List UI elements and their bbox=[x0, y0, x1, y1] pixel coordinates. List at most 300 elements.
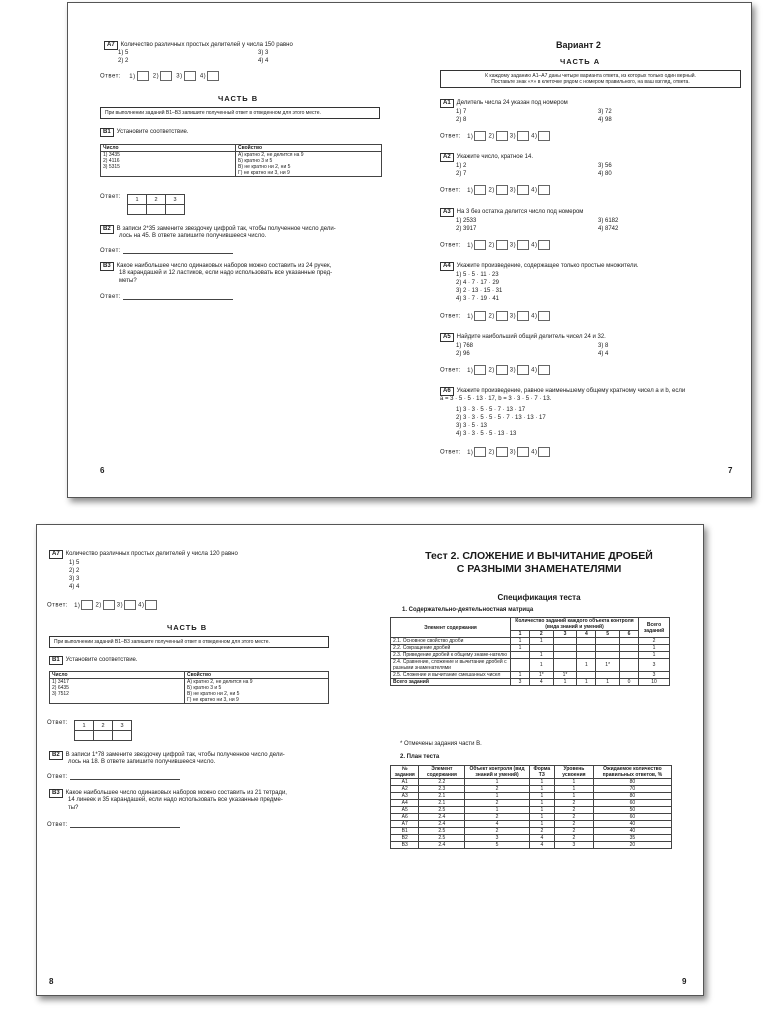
b3-answer-row: Ответ: bbox=[47, 821, 180, 828]
answer-box[interactable] bbox=[474, 447, 486, 457]
plan-cell: 60 bbox=[593, 800, 671, 807]
matrix-cell: 4 bbox=[529, 679, 553, 686]
plan-cell: 2.5 bbox=[419, 807, 465, 814]
option-4: 4) 3 · 3 · 5 · 5 · 13 · 13 bbox=[456, 431, 517, 437]
task-tag: A2 bbox=[440, 153, 454, 162]
task-b1 bbox=[100, 128, 189, 137]
answer-box[interactable] bbox=[496, 185, 508, 195]
plan-cell: 2 bbox=[555, 821, 594, 828]
matrix-total: 3 bbox=[639, 672, 670, 679]
matrix-row bbox=[391, 638, 670, 645]
page-6 bbox=[68, 3, 408, 497]
column-header: Элемент содержания bbox=[419, 766, 465, 779]
plan-cell: 70 bbox=[593, 786, 671, 793]
option-1: 1) 2533 bbox=[456, 218, 477, 224]
footnote: * Отмечены задания части В. bbox=[400, 741, 482, 747]
task-question: Делитель числа 24 указан под номером bbox=[456, 100, 568, 106]
task-tag: A7 bbox=[104, 41, 118, 50]
b1-answer-row: Ответ: 1 2 3 bbox=[47, 720, 132, 741]
plan-cell: 2.3 bbox=[419, 786, 465, 793]
book-spread-pages-6-7 bbox=[67, 2, 752, 498]
plan-cell: В2 bbox=[391, 835, 419, 842]
task-question-cont: лось на 18. В ответе запишите получившееся число. bbox=[68, 759, 216, 765]
matrix-total: 3 bbox=[639, 659, 670, 672]
answer-line[interactable] bbox=[123, 293, 233, 300]
matrix-col-number: 4 bbox=[577, 631, 596, 638]
plan-cell: 1 bbox=[529, 793, 554, 800]
spec-title: Спецификация теста bbox=[497, 593, 581, 602]
answer-box[interactable] bbox=[517, 240, 529, 250]
instruction-note: При выполнении заданий В1–В3 запишите полученный ответ в отведенном для этого месте. bbox=[100, 107, 380, 119]
plan-cell: 4 bbox=[465, 821, 529, 828]
task-tag: A5 bbox=[440, 333, 454, 342]
task-question: Найдите наибольший общий делитель чисел 24 и 32. bbox=[456, 334, 606, 340]
option-2: 2) 2 bbox=[118, 58, 129, 64]
task-a6 bbox=[440, 387, 685, 396]
task-tag: A1 bbox=[440, 99, 454, 108]
option-1: 1) 5 bbox=[69, 560, 80, 566]
matrix-element-name: 2.1. Основное свойство дроби bbox=[391, 638, 511, 645]
matrix-cell bbox=[511, 659, 530, 672]
page-9 bbox=[382, 525, 703, 995]
task-question: Укажите число, кратное 14. bbox=[456, 154, 533, 160]
plan-cell: 2.5 bbox=[419, 828, 465, 835]
task-tag: A7 bbox=[49, 550, 63, 559]
matrix-cell bbox=[596, 652, 620, 659]
option-3: 3) 8 bbox=[598, 343, 609, 349]
matrix-cell bbox=[553, 659, 577, 672]
column-header: Ожидаемое количество правильных ответов, % bbox=[593, 766, 671, 779]
plan-cell: А6 bbox=[391, 814, 419, 821]
task-question: В записи 1*78 замените звездочку цифрой так, чтобы полученное число дели- bbox=[65, 752, 285, 758]
task-question: На 3 без остатка делится число под номером bbox=[456, 209, 584, 215]
column-header: Элемент содержания bbox=[391, 618, 511, 638]
matrix-cell bbox=[577, 672, 596, 679]
option-2: 2) 8 bbox=[456, 117, 467, 123]
matrix-cell: 1 bbox=[529, 638, 553, 645]
plan-cell: 1 bbox=[555, 786, 594, 793]
task-question-cont: 14 линеек и 35 карандашей, если надо использовать все указанные предме- bbox=[68, 797, 283, 803]
part-title: ЧАСТЬ B bbox=[167, 623, 208, 632]
test-title: Тест 2. СЛОЖЕНИЕ И ВЫЧИТАНИЕ ДРОБЕЙ С РАЗНЫМИ ЗНАМЕНАТЕЛЯМИ bbox=[425, 550, 653, 575]
plan-cell: 60 bbox=[593, 814, 671, 821]
option-4: 4) 98 bbox=[598, 117, 612, 123]
plan-cell: 5 bbox=[465, 842, 529, 849]
section-heading: 1. Содержательно-деятельностная матрица bbox=[402, 607, 534, 613]
numbers-cell: 1) 3417 2) 6435 3) 7512 bbox=[50, 679, 185, 704]
matrix-cell: 1 bbox=[577, 679, 596, 686]
column-header: Форма ТЗ bbox=[529, 766, 554, 779]
task-tag: B2 bbox=[100, 225, 114, 234]
task-a4 bbox=[440, 262, 639, 271]
column-header: Число bbox=[50, 672, 185, 679]
plan-cell: 2 bbox=[555, 800, 594, 807]
option-2: 2) 3917 bbox=[456, 226, 477, 232]
b1-answer-row bbox=[100, 194, 185, 215]
option-3: 3) 72 bbox=[598, 109, 612, 115]
option-4: 4) 4 bbox=[598, 351, 609, 357]
option-1: 1) 3 · 3 · 5 · 5 · 7 · 13 · 17 bbox=[456, 407, 526, 413]
plan-cell: 2.4 bbox=[419, 814, 465, 821]
part-title: ЧАСТЬ А bbox=[560, 57, 601, 66]
answer-row: Ответ: 1) 2) 3) 4) bbox=[440, 240, 552, 250]
plan-cell: 1 bbox=[555, 793, 594, 800]
answer-box[interactable] bbox=[496, 311, 508, 321]
answer-box[interactable] bbox=[103, 600, 115, 610]
matrix-cell: 1 bbox=[529, 659, 553, 672]
instruction-note: При выполнении заданий В1–В3 запишите полученный ответ в отведенном для этого месте. bbox=[49, 636, 329, 648]
instruction-note: К каждому заданию А1–А7 даны четыре варианта ответа, из которых только один верный. Поставьте знак «×» в клеточке рядом с номером правильного, на ваш взгляд, ответа. bbox=[440, 70, 741, 88]
task-tag: B3 bbox=[49, 789, 63, 798]
task-a2 bbox=[440, 153, 533, 162]
matrix-cell bbox=[577, 645, 596, 652]
answer-box[interactable] bbox=[496, 131, 508, 141]
plan-row bbox=[391, 800, 672, 807]
answer-box[interactable] bbox=[517, 447, 529, 457]
matrix-col-number: 3 bbox=[553, 631, 577, 638]
answer-row: Ответ: 1) 2) 3) 4) bbox=[440, 311, 552, 321]
matrix-cell bbox=[553, 638, 577, 645]
option-2: 2) 4 · 7 · 17 · 29 bbox=[456, 280, 500, 286]
task-question-cont: a = 3 · 5 · 5 · 13 · 17, b = 3 · 3 · 5 · 7 · 13. bbox=[440, 396, 552, 402]
match-table bbox=[100, 144, 382, 177]
page-number: 6 bbox=[100, 466, 105, 475]
plan-cell: 1 bbox=[529, 807, 554, 814]
option-1: 1) 5 · 5 · 11 · 23 bbox=[456, 272, 499, 278]
matrix-col-number: 6 bbox=[620, 631, 639, 638]
task-question: Установите соответствие. bbox=[116, 129, 189, 135]
task-question-cont: 18 карандашей и 12 ластиков, если надо использовать все указанные пред- bbox=[119, 270, 333, 276]
matrix-cell bbox=[620, 652, 639, 659]
task-tag: B3 bbox=[100, 262, 114, 271]
plan-cell: 4 bbox=[529, 835, 554, 842]
plan-row bbox=[391, 835, 672, 842]
plan-cell: А1 bbox=[391, 779, 419, 786]
plan-cell: 1 bbox=[555, 779, 594, 786]
task-question: Количество различных простых делителей у числа 150 равно bbox=[120, 42, 293, 48]
matrix-element-name: 2.5. Сложение и вычитание смешанных чисел bbox=[391, 672, 511, 679]
option-2: 2) 3 · 3 · 5 · 5 · 5 · 7 · 13 · 13 · 17 bbox=[456, 415, 546, 421]
matrix-col-number: 2 bbox=[529, 631, 553, 638]
matrix-cell: 1 bbox=[577, 659, 596, 672]
plan-cell: 1 bbox=[529, 814, 554, 821]
answer-box[interactable] bbox=[124, 600, 136, 610]
matrix-cell bbox=[620, 672, 639, 679]
matrix-element-name: Всего заданий bbox=[391, 679, 511, 686]
option-1: 1) 5 bbox=[118, 50, 129, 56]
page-7 bbox=[428, 3, 751, 497]
plan-cell: 40 bbox=[593, 828, 671, 835]
plan-cell: В3 bbox=[391, 842, 419, 849]
task-a7 bbox=[104, 41, 293, 50]
matrix-cell bbox=[577, 652, 596, 659]
option-3: 3) 3 bbox=[258, 50, 269, 56]
answer-box[interactable] bbox=[538, 185, 550, 195]
task-question-cont: лось на 45. В ответе запишите получившееся число. bbox=[119, 233, 267, 239]
task-question: Какое наибольшее число одинаковых наборов можно составить из 24 ручек, bbox=[116, 263, 332, 269]
answer-box[interactable] bbox=[538, 365, 550, 375]
matrix-cell: 1* bbox=[529, 672, 553, 679]
task-question: Укажите произведение, равное наименьшему общему кратному чисел a и b, если bbox=[456, 388, 686, 394]
task-question-cont: ты? bbox=[68, 805, 79, 811]
matrix-cell: 1 bbox=[511, 645, 530, 652]
matrix-total: 1 bbox=[639, 645, 670, 652]
answer-grid[interactable]: 1 2 3 bbox=[74, 720, 132, 741]
answer-box[interactable] bbox=[517, 365, 529, 375]
answer-box[interactable] bbox=[474, 365, 486, 375]
matrix-cell: 3 bbox=[511, 679, 530, 686]
plan-cell: 2 bbox=[465, 814, 529, 821]
plan-cell: 1 bbox=[465, 793, 529, 800]
column-header: Свойство bbox=[185, 672, 329, 679]
properties-cell: А) кратно 2, не делится на 9 Б) кратно 3 и 5 В) не кратно ни 2, ни 5 Г) не кратно ни 3, ни 9 bbox=[185, 679, 329, 704]
plan-cell: 2 bbox=[555, 814, 594, 821]
matrix-cell: 1* bbox=[596, 659, 620, 672]
matrix-total: 2 bbox=[639, 638, 670, 645]
option-4: 4) 3 · 7 · 19 · 41 bbox=[456, 296, 500, 302]
task-question: Какое наибольшее число одинаковых наборов можно составить из 21 тетради, bbox=[65, 790, 287, 796]
plan-cell: А4 bbox=[391, 800, 419, 807]
plan-cell: 2.1 bbox=[419, 800, 465, 807]
plan-row bbox=[391, 814, 672, 821]
matrix-col-number: 5 bbox=[596, 631, 620, 638]
answer-box[interactable] bbox=[538, 131, 550, 141]
plan-cell: 1 bbox=[465, 779, 529, 786]
answer-line[interactable] bbox=[123, 247, 233, 254]
plan-cell: А7 bbox=[391, 821, 419, 828]
matrix-cell bbox=[620, 659, 639, 672]
plan-cell: 50 bbox=[593, 807, 671, 814]
answer-box[interactable] bbox=[538, 240, 550, 250]
option-1: 1) 2 bbox=[456, 163, 467, 169]
plan-cell: 2 bbox=[555, 828, 594, 835]
answer-row: Ответ: 1) 2) 3) 4) bbox=[440, 131, 552, 141]
matrix-cell: 1 bbox=[511, 672, 530, 679]
answer-row: Ответ: 1) 2) 3) 4) bbox=[440, 185, 552, 195]
plan-cell: 80 bbox=[593, 779, 671, 786]
plan-cell: 2 bbox=[555, 807, 594, 814]
book-spread-pages-8-9 bbox=[36, 524, 704, 996]
matrix-cell bbox=[596, 645, 620, 652]
plan-cell: 35 bbox=[593, 835, 671, 842]
plan-cell: А5 bbox=[391, 807, 419, 814]
task-tag: B1 bbox=[100, 128, 114, 137]
plan-cell: 20 bbox=[593, 842, 671, 849]
task-question-cont: меты? bbox=[119, 278, 137, 284]
matrix-cell: 1 bbox=[596, 679, 620, 686]
plan-cell: 2.5 bbox=[419, 835, 465, 842]
plan-cell: 2.1 bbox=[419, 793, 465, 800]
plan-cell: 1 bbox=[465, 807, 529, 814]
plan-cell: 2.4 bbox=[419, 821, 465, 828]
answer-box[interactable] bbox=[517, 185, 529, 195]
answer-box[interactable] bbox=[160, 71, 172, 81]
b3-answer-row: Ответ: bbox=[100, 293, 233, 300]
option-3: 3) 56 bbox=[598, 163, 612, 169]
task-tag: A4 bbox=[440, 262, 454, 271]
answer-box[interactable] bbox=[137, 71, 149, 81]
answer-box[interactable] bbox=[474, 185, 486, 195]
answer-box[interactable] bbox=[517, 131, 529, 141]
option-3: 3) 6182 bbox=[598, 218, 619, 224]
plan-row bbox=[391, 807, 672, 814]
part-title: ЧАСТЬ B bbox=[218, 94, 259, 103]
column-header: Уровень усвоения bbox=[555, 766, 594, 779]
matrix-element-name: 2.3. Приведение дробей к общему знаме-нателю bbox=[391, 652, 511, 659]
answer-line[interactable] bbox=[70, 773, 180, 780]
task-a3 bbox=[440, 208, 583, 217]
answer-box[interactable] bbox=[517, 311, 529, 321]
plan-row bbox=[391, 821, 672, 828]
plan-cell: 1 bbox=[529, 821, 554, 828]
matrix-row bbox=[391, 645, 670, 652]
matrix-cell bbox=[577, 638, 596, 645]
plan-cell: 2.2 bbox=[419, 779, 465, 786]
answer-grid[interactable]: 1 2 3 bbox=[127, 194, 185, 215]
variant-title: Вариант 2 bbox=[556, 40, 601, 50]
answer-box[interactable] bbox=[474, 131, 486, 141]
matrix-cell bbox=[596, 672, 620, 679]
answer-row: Ответ: 1) 2) 3) 4) bbox=[47, 600, 159, 610]
answer-line[interactable] bbox=[70, 821, 180, 828]
option-4: 4) 8742 bbox=[598, 226, 619, 232]
task-question: Количество различных простых делителей у числа 120 равно bbox=[65, 551, 238, 557]
column-header: Свойство bbox=[236, 145, 382, 152]
task-question: Установите соответствие. bbox=[65, 657, 138, 663]
matrix-total: 1 bbox=[639, 652, 670, 659]
column-header: Объект контроля (вид знаний и умений) bbox=[465, 766, 529, 779]
plan-cell: 80 bbox=[593, 793, 671, 800]
task-a7 bbox=[49, 550, 238, 559]
matrix-cell bbox=[553, 652, 577, 659]
answer-row: Ответ: 1) 2) 3) 4) bbox=[440, 447, 552, 457]
plan-cell: 2 bbox=[465, 786, 529, 793]
option-3: 3) 2 · 13 · 15 · 31 bbox=[456, 288, 503, 294]
plan-cell: 2 bbox=[529, 828, 554, 835]
plan-cell: 4 bbox=[529, 842, 554, 849]
matrix-cell bbox=[620, 645, 639, 652]
matrix-row bbox=[391, 679, 670, 686]
task-question: В записи 2*35 замените звездочку цифрой так, чтобы полученное число дели- bbox=[116, 226, 336, 232]
plan-cell: А2 bbox=[391, 786, 419, 793]
answer-box[interactable] bbox=[474, 240, 486, 250]
matrix-cell: 1 bbox=[553, 679, 577, 686]
test-plan-table bbox=[390, 765, 672, 849]
answer-label: Ответ: bbox=[100, 73, 122, 80]
answer-box[interactable] bbox=[81, 600, 93, 610]
plan-row bbox=[391, 842, 672, 849]
matrix-cell: 1 bbox=[511, 638, 530, 645]
answer-box[interactable] bbox=[184, 71, 196, 81]
option-4: 4) 4 bbox=[258, 58, 269, 64]
plan-row bbox=[391, 828, 672, 835]
plan-cell: В1 bbox=[391, 828, 419, 835]
matrix-cell bbox=[529, 645, 553, 652]
plan-cell: 2 bbox=[465, 828, 529, 835]
numbers-cell: 1) 3435 2) 4116 3) 5315 bbox=[101, 152, 236, 177]
matrix-total: 10 bbox=[639, 679, 670, 686]
answer-box[interactable] bbox=[538, 311, 550, 321]
page-number: 8 bbox=[49, 977, 54, 986]
column-header: Всего заданий bbox=[639, 618, 670, 638]
task-b1 bbox=[49, 656, 138, 665]
answer-box[interactable] bbox=[496, 447, 508, 457]
option-2: 2) 2 bbox=[69, 568, 80, 574]
plan-cell: 1 bbox=[529, 800, 554, 807]
column-header: № задания bbox=[391, 766, 419, 779]
plan-row bbox=[391, 786, 672, 793]
column-header: Количество заданий каждого объекта контроля (вида знаний и умений) bbox=[511, 618, 639, 631]
matrix-cell bbox=[596, 638, 620, 645]
matrix-cell bbox=[511, 652, 530, 659]
matrix-row bbox=[391, 659, 670, 672]
matrix-row bbox=[391, 652, 670, 659]
plan-cell: 2 bbox=[465, 800, 529, 807]
page-number: 9 bbox=[682, 977, 687, 986]
matrix-cell: 0 bbox=[620, 679, 639, 686]
task-a1 bbox=[440, 99, 568, 108]
b2-answer-row: Ответ: bbox=[47, 773, 180, 780]
page-8 bbox=[37, 525, 367, 995]
task-tag: A6 bbox=[440, 387, 454, 396]
answer-box[interactable] bbox=[145, 600, 157, 610]
matrix-cell bbox=[553, 645, 577, 652]
task-a5 bbox=[440, 333, 606, 342]
option-4: 4) 4 bbox=[69, 584, 80, 590]
plan-cell: 2 bbox=[555, 835, 594, 842]
answer-box[interactable] bbox=[496, 240, 508, 250]
task-tag: B1 bbox=[49, 656, 63, 665]
b2-answer-row: Ответ: bbox=[100, 247, 233, 254]
task-question: Укажите произведение, содержащее только простые множители. bbox=[456, 263, 639, 269]
matrix-element-name: 2.2. Сокращение дробей bbox=[391, 645, 511, 652]
plan-cell: 3 bbox=[555, 842, 594, 849]
matrix-row bbox=[391, 672, 670, 679]
plan-cell: А3 bbox=[391, 793, 419, 800]
answer-box[interactable] bbox=[474, 311, 486, 321]
plan-row bbox=[391, 779, 672, 786]
task-tag: A3 bbox=[440, 208, 454, 217]
column-header: Число bbox=[101, 145, 236, 152]
plan-cell: 3 bbox=[465, 835, 529, 842]
option-1: 1) 768 bbox=[456, 343, 474, 349]
section-heading: 2. План теста bbox=[400, 754, 440, 760]
option-2: 2) 96 bbox=[456, 351, 470, 357]
answer-row: Ответ: 1) 2) 3) 4) bbox=[100, 71, 221, 81]
plan-cell: 1 bbox=[529, 786, 554, 793]
plan-cell: 1 bbox=[529, 779, 554, 786]
matrix-col-number: 1 bbox=[511, 631, 530, 638]
matrix-cell bbox=[620, 638, 639, 645]
option-4: 4) 80 bbox=[598, 171, 612, 177]
option-1: 1) 7 bbox=[456, 109, 467, 115]
answer-row: Ответ: 1) 2) 3) 4) bbox=[440, 365, 552, 375]
content-matrix-table bbox=[390, 617, 670, 686]
matrix-element-name: 2.4. Сравнение, сложение и вычитание дробей с разными знаменателями bbox=[391, 659, 511, 672]
plan-row bbox=[391, 793, 672, 800]
option-3: 3) 3 · 5 · 13 bbox=[456, 423, 488, 429]
plan-cell: 2.4 bbox=[419, 842, 465, 849]
answer-box[interactable] bbox=[207, 71, 219, 81]
answer-box[interactable] bbox=[496, 365, 508, 375]
plan-cell: 40 bbox=[593, 821, 671, 828]
option-2: 2) 7 bbox=[456, 171, 467, 177]
answer-box[interactable] bbox=[538, 447, 550, 457]
answer-label: Ответ: bbox=[100, 194, 122, 200]
match-table bbox=[49, 671, 329, 704]
page-number: 7 bbox=[728, 466, 733, 475]
properties-cell: А) кратно 2, не делится на 9 Б) кратно 3 и 5 В) не кратно ни 2, ни 5 Г) не кратно ни 3, ни 9 bbox=[236, 152, 382, 177]
